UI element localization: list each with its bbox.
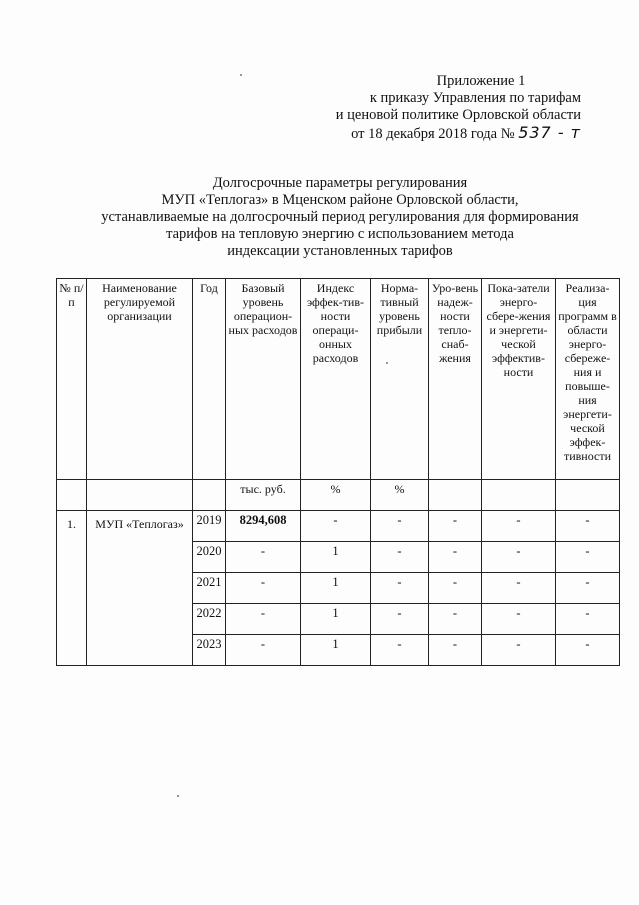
unit-cell <box>482 480 556 511</box>
appendix-date-line <box>301 124 581 143</box>
year-cell: 2022 <box>193 604 226 635</box>
profit-level-cell: - <box>371 511 429 542</box>
appendix-title: Приложение 1 <box>436 73 526 89</box>
profit-level-cell: - <box>371 573 429 604</box>
program-cell: - <box>556 573 620 604</box>
efficiency-index-cell: 1 <box>301 573 371 604</box>
scan-speck <box>386 362 388 364</box>
unit-cell <box>193 480 226 511</box>
base-cost-cell: - <box>226 604 301 635</box>
base-cost-cell: - <box>226 573 301 604</box>
scan-speck <box>240 74 242 76</box>
base-cost-cell: 8294,608 <box>226 511 301 542</box>
appendix-authority: и ценовой политике Орловской области <box>335 107 581 123</box>
appendix-block <box>301 73 581 143</box>
title-line-3: устанавливаемые на долгосрочный период регулирования для формирования <box>101 209 579 225</box>
year-cell: 2020 <box>193 542 226 573</box>
table-header-row <box>57 279 620 480</box>
reliability-cell: - <box>429 573 482 604</box>
order-number-handwritten: 537 - т <box>518 123 581 142</box>
unit-cell <box>57 480 87 511</box>
efficiency-index-cell: 1 <box>301 635 371 666</box>
energy-saving-cell: - <box>482 635 556 666</box>
base-cost-cell: - <box>226 635 301 666</box>
appendix-date: от 18 декабря 2018 года № <box>351 126 515 142</box>
energy-saving-cell: - <box>482 542 556 573</box>
reliability-cell: - <box>429 542 482 573</box>
reliability-cell: - <box>429 635 482 666</box>
energy-saving-cell: - <box>482 511 556 542</box>
reliability-cell: - <box>429 604 482 635</box>
energy-saving-cell: - <box>482 604 556 635</box>
parameters-table <box>56 278 620 666</box>
efficiency-index-cell: 1 <box>301 542 371 573</box>
appendix-order-ref: к приказу Управления по тарифам <box>369 90 581 106</box>
year-cell: 2019 <box>193 511 226 542</box>
program-cell: - <box>556 542 620 573</box>
scan-speck <box>177 795 179 797</box>
title-line-1: Долгосрочные параметры регулирования <box>212 175 468 191</box>
header-cell: № п/п <box>57 279 87 480</box>
header-cell: Базовый уровень операцион-ных расходов <box>226 279 301 480</box>
org-name: МУП «Теплогаз» <box>87 511 193 666</box>
unit-cell: % <box>301 480 371 511</box>
unit-cell <box>87 480 193 511</box>
profit-level-cell: - <box>371 635 429 666</box>
title-line-4: тарифов на тепловую энергию с использованием метода <box>166 226 514 242</box>
header-cell: Пока-затели энерго-сбере-жения и энергети-ческой эффектив-ности <box>482 279 556 480</box>
header-cell: Уро-вень надеж-ности тепло-снаб-жения <box>429 279 482 480</box>
unit-cell: тыс. руб. <box>226 480 301 511</box>
table-row <box>57 511 620 542</box>
reliability-cell: - <box>429 511 482 542</box>
year-cell: 2021 <box>193 573 226 604</box>
profit-level-cell: - <box>371 542 429 573</box>
year-cell: 2023 <box>193 635 226 666</box>
base-cost-cell: - <box>226 542 301 573</box>
profit-level-cell: - <box>371 604 429 635</box>
header-cell: Норма-тивный уровень прибыли <box>371 279 429 480</box>
unit-cell: % <box>371 480 429 511</box>
document-title <box>60 175 620 260</box>
table-units-row <box>57 480 620 511</box>
program-cell: - <box>556 604 620 635</box>
energy-saving-cell: - <box>482 573 556 604</box>
efficiency-index-cell: 1 <box>301 604 371 635</box>
header-cell: Наименование регулируемой организации <box>87 279 193 480</box>
title-line-2: МУП «Теплогаз» в Мценском районе Орловской области, <box>161 192 519 208</box>
efficiency-index-cell: - <box>301 511 371 542</box>
header-cell: Реализа-ция программ в области энерго-сбереже-ния и повыше-ния энергети-ческой эффек-тивности <box>556 279 620 480</box>
header-cell: Индекс эффек-тив-ности операци-онных расходов <box>301 279 371 480</box>
title-line-5: индексации установленных тарифов <box>227 243 453 259</box>
org-number: 1. <box>57 511 87 666</box>
unit-cell <box>429 480 482 511</box>
header-cell: Год <box>193 279 226 480</box>
program-cell: - <box>556 635 620 666</box>
program-cell: - <box>556 511 620 542</box>
unit-cell <box>556 480 620 511</box>
